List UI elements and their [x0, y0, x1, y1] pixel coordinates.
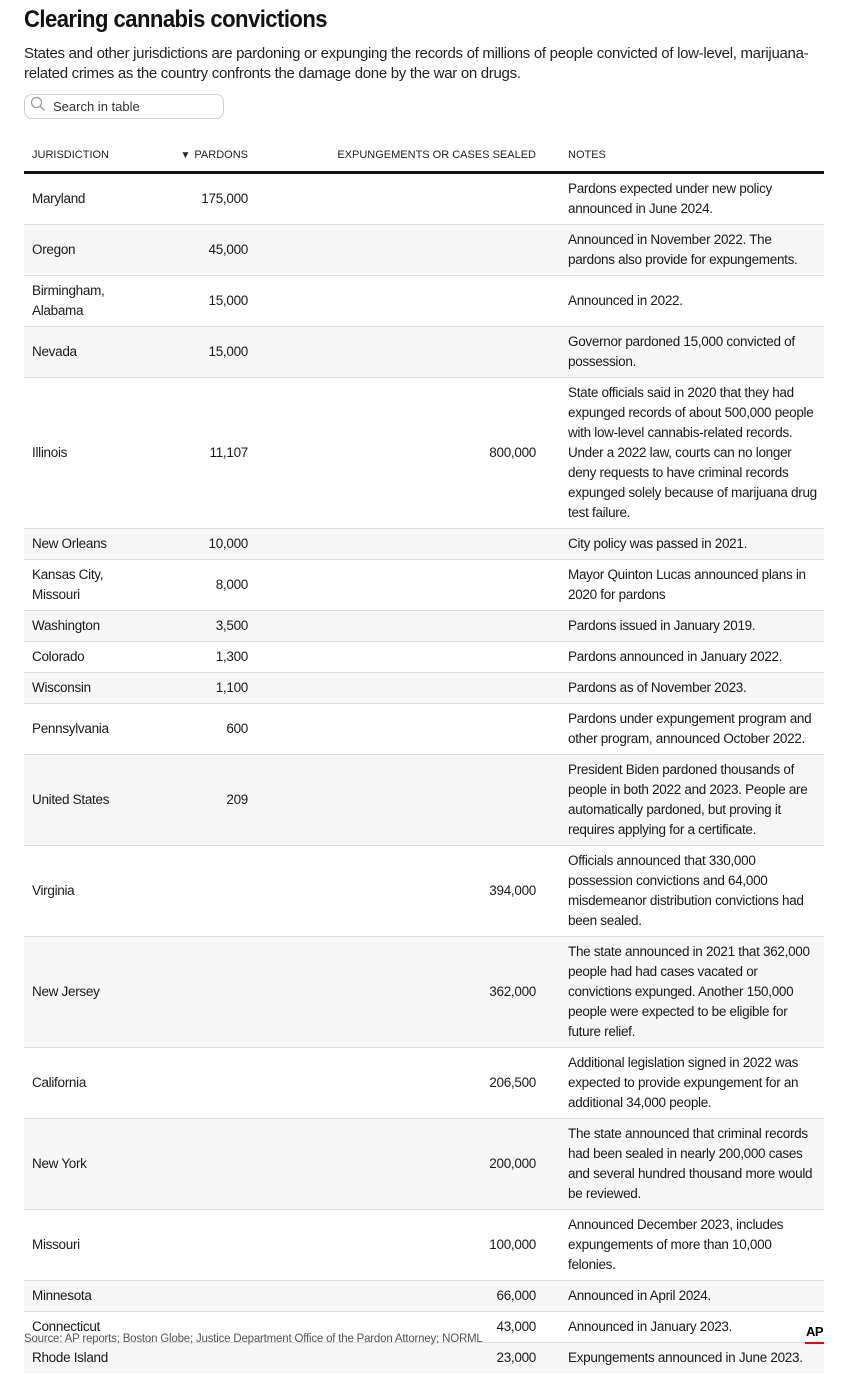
cell-jurisdiction: Virginia — [24, 845, 144, 936]
cell-expungements — [256, 610, 544, 641]
cell-pardons — [144, 1280, 256, 1311]
cell-pardons — [144, 936, 256, 1047]
table-row — [24, 1209, 824, 1280]
cell-pardons — [144, 1209, 256, 1280]
column-header-pardons[interactable]: ▼ PARDONS — [144, 140, 256, 172]
cell-jurisdiction: California — [24, 1047, 144, 1118]
cell-notes: Expungements announced in June 2023. — [568, 1349, 803, 1365]
cell-jurisdiction: New Orleans — [24, 528, 144, 559]
table-header-row — [24, 140, 824, 172]
cell-pardons: 15,000 — [144, 275, 256, 326]
table-row — [24, 610, 824, 641]
cell-jurisdiction: Washington — [24, 610, 144, 641]
cell-jurisdiction: Maryland — [24, 172, 144, 224]
cell-notes: Announced December 2023, includes expungements of more than 10,000 felonies. — [544, 1209, 824, 1280]
cell-jurisdiction: Nevada — [24, 326, 144, 377]
cell-jurisdiction: Oregon — [24, 224, 144, 275]
cell-pardons: 1,100 — [144, 672, 256, 703]
search-icon — [25, 96, 46, 117]
cell-pardons: 3,500 — [144, 610, 256, 641]
logo-underline — [805, 1342, 824, 1344]
cell-jurisdiction: Birmingham, Alabama — [24, 275, 144, 326]
cell-notes: Pardons as of November 2023. — [544, 672, 824, 703]
cell-notes: Announced in 2022. — [544, 275, 824, 326]
cell-expungements: 66,000 — [256, 1280, 544, 1311]
cell-notes: Governor pardoned 15,000 convicted of possession. — [544, 326, 824, 377]
table-row — [24, 326, 824, 377]
cell-notes: Announced in January 2023. — [544, 1311, 824, 1342]
data-table — [24, 140, 824, 1373]
cell-jurisdiction: Connecticut — [24, 1311, 144, 1342]
cell-pardons — [144, 845, 256, 936]
cell-pardons: 8,000 — [144, 559, 256, 610]
table-row — [24, 275, 824, 326]
cell-notes: Pardons expected under new policy announced in June 2024. — [544, 172, 824, 224]
search-input[interactable] — [53, 99, 203, 114]
cell-expungements — [256, 559, 544, 610]
cell-jurisdiction: Missouri — [24, 1209, 144, 1280]
page-subtitle: States and other jurisdictions are pardoning or expunging the records of millions of people convicted of low-level, marijuana-related crimes as the country confronts the damage done by the war on drugs. — [24, 45, 809, 82]
table-row — [24, 936, 824, 1047]
table-row — [24, 703, 824, 754]
cell-pardons — [144, 1342, 256, 1373]
cell-expungements — [256, 754, 544, 845]
cell-notes: Announced in November 2022. The pardons also provide for expungements. — [544, 224, 824, 275]
cell-expungements — [256, 275, 544, 326]
table-row — [24, 1342, 824, 1373]
cell-pardons: 175,000 — [144, 172, 256, 224]
table-row — [24, 1047, 824, 1118]
cell-expungements: 200,000 — [256, 1118, 544, 1209]
cell-notes: The state announced that criminal records had been sealed in nearly 200,000 cases and several hundred thousand more would be reviewed. — [544, 1118, 824, 1209]
table-row — [24, 224, 824, 275]
table-row — [24, 845, 824, 936]
cell-pardons: 15,000 — [144, 326, 256, 377]
page-title: Clearing cannabis convictions — [24, 6, 328, 33]
cell-pardons: 11,107 — [144, 377, 256, 528]
cell-jurisdiction: Wisconsin — [24, 672, 144, 703]
cell-jurisdiction: Illinois — [24, 377, 144, 528]
cell-expungements: 100,000 — [256, 1209, 544, 1280]
cell-expungements — [256, 528, 544, 559]
cell-pardons — [144, 1047, 256, 1118]
cell-jurisdiction: Pennsylvania — [24, 703, 144, 754]
cell-expungements: 23,000 — [496, 1349, 536, 1365]
table-row — [24, 672, 824, 703]
cell-notes: Pardons issued in January 2019. — [544, 610, 824, 641]
cell-pardons: 45,000 — [144, 224, 256, 275]
column-header-expungements[interactable]: EXPUNGEMENTS OR CASES SEALED — [256, 140, 544, 172]
cell-expungements — [256, 672, 544, 703]
cell-notes: Mayor Quinton Lucas announced plans in 2020 for pardons — [544, 559, 824, 610]
cell-jurisdiction: New Jersey — [24, 936, 144, 1047]
cell-jurisdiction: Kansas City, Missouri — [24, 559, 144, 610]
cell-notes: Pardons under expungement program and other program, announced October 2022. — [544, 703, 824, 754]
table-row — [24, 172, 824, 224]
cell-jurisdiction: New York — [24, 1118, 144, 1209]
cell-expungements: 800,000 — [256, 377, 544, 528]
cell-expungements: 43,000 — [256, 1311, 544, 1342]
table-row — [24, 1118, 824, 1209]
cell-expungements — [256, 224, 544, 275]
cell-expungements: 206,500 — [256, 1047, 544, 1118]
cell-notes: The state announced in 2021 that 362,000 people had had cases vacated or convictions expunged. Another 150,000 people were expected to be eligible for future relief. — [544, 936, 824, 1047]
cell-notes: Announced in April 2024. — [544, 1280, 824, 1311]
cell-notes: Pardons announced in January 2022. — [544, 641, 824, 672]
cell-notes: State officials said in 2020 that they had expunged records of about 500,000 people with low-level cannabis-related records. Under a 2022 law, courts can no longer deny requests to have criminal records expunged solely because of marijuana drug test failure. — [544, 377, 824, 528]
ap-logo: AP — [805, 1325, 824, 1344]
table-row — [24, 1280, 824, 1311]
cell-pardons: 600 — [144, 703, 256, 754]
cell-jurisdiction: Rhode Island — [32, 1349, 108, 1365]
column-header-jurisdiction[interactable]: JURISDICTION — [24, 140, 144, 172]
cell-notes: President Biden pardoned thousands of people in both 2022 and 2023. People are automatically pardoned, but proving it requires applying for a certificate. — [544, 754, 824, 845]
cell-pardons — [144, 1118, 256, 1209]
cell-expungements — [256, 326, 544, 377]
search-box[interactable] — [24, 94, 224, 119]
cell-notes: Additional legislation signed in 2022 was expected to provide expungement for an additional 34,000 people. — [544, 1047, 824, 1118]
cell-expungements — [256, 172, 544, 224]
column-header-notes[interactable]: NOTES — [544, 140, 824, 172]
cell-expungements: 394,000 — [256, 845, 544, 936]
cell-notes: Officials announced that 330,000 possession convictions and 64,000 misdemeanor distribution convictions had been sealed. — [544, 845, 824, 936]
cell-pardons: 1,300 — [144, 641, 256, 672]
table-row — [24, 641, 824, 672]
cell-expungements — [256, 641, 544, 672]
cell-jurisdiction: United States — [24, 754, 144, 845]
source-note: Source: AP reports; Boston Globe; Justice Department Office of the Pardon Attorney; NORML — [24, 1333, 483, 1345]
cell-expungements: 362,000 — [256, 936, 544, 1047]
table-row — [24, 528, 824, 559]
cell-pardons: 10,000 — [144, 528, 256, 559]
cell-jurisdiction: Minnesota — [24, 1280, 144, 1311]
cell-expungements — [256, 703, 544, 754]
sort-descending-icon: ▼ — [180, 150, 191, 162]
cell-jurisdiction: Colorado — [24, 641, 144, 672]
cell-notes: City policy was passed in 2021. — [544, 528, 824, 559]
table-row — [24, 559, 824, 610]
table-row — [24, 377, 824, 528]
table-row — [24, 754, 824, 845]
cell-pardons: 209 — [144, 754, 256, 845]
